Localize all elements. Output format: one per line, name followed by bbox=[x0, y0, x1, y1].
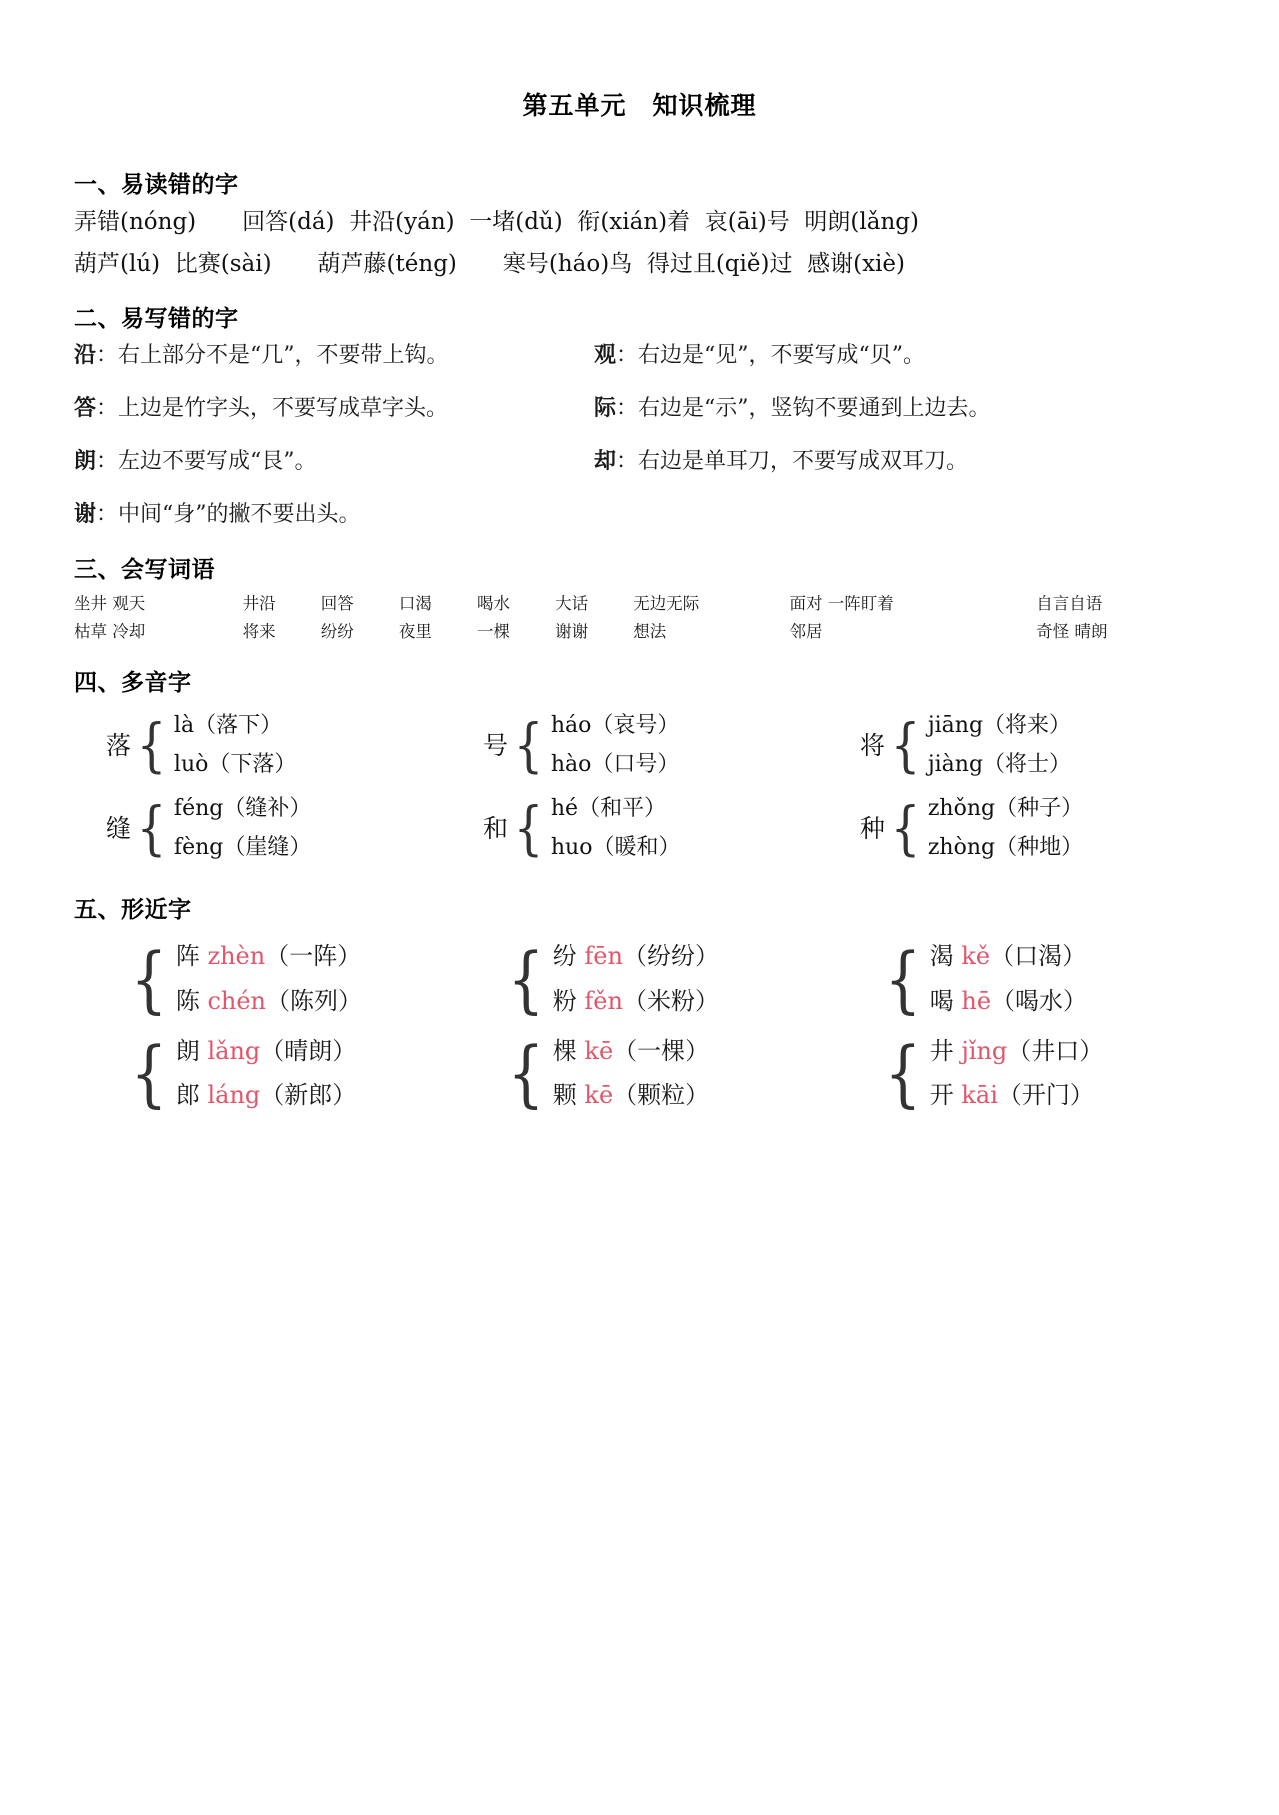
word-cell: 无边无际 bbox=[633, 594, 700, 614]
polyphonic-char: 种 bbox=[859, 814, 885, 844]
similar-char: 阵 bbox=[175, 942, 200, 971]
similar-word: （一棵） bbox=[613, 1036, 710, 1065]
note-item bbox=[74, 498, 594, 531]
polyphonic-readings bbox=[551, 790, 681, 867]
similar-char: 朗 bbox=[175, 1036, 200, 1065]
reading-line: zhǒng（种子） bbox=[927, 796, 1084, 822]
note-text: ：中间“身”的撇不要出头。 bbox=[96, 502, 361, 528]
similar-char: 郎 bbox=[175, 1081, 200, 1110]
similar-word: （颗粒） bbox=[613, 1081, 710, 1110]
similar-pinyin: kě bbox=[961, 942, 991, 971]
misread-line: 葫芦(lú) 比赛(sài) 葫芦藤(téng) 寒号(háo)鸟 得过且(qiě)过 感谢(xiè) bbox=[74, 250, 905, 277]
polyphonic-item bbox=[451, 790, 828, 867]
misread-line: 弄错(nóng) 回答(dá) 井沿(yán) 一堵(dǔ) 衔(xián)着 哀(āi)号 明朗(lǎng) bbox=[74, 209, 919, 235]
similar-row bbox=[553, 934, 719, 978]
table-row bbox=[74, 590, 1205, 618]
polyphonic-readings bbox=[551, 707, 680, 784]
similar-pinyin: láng bbox=[207, 1081, 261, 1110]
note-text: ：左边不要写成“艮”。 bbox=[96, 449, 317, 475]
similar-item bbox=[828, 1029, 1205, 1118]
similar-word: （口渴） bbox=[990, 942, 1087, 971]
section-words-to-write bbox=[74, 551, 1205, 646]
word-cell: 井沿 bbox=[242, 594, 276, 614]
word-cell: 回答 bbox=[320, 594, 354, 614]
table-row bbox=[74, 618, 1205, 646]
note-char: 际 bbox=[594, 396, 617, 422]
polyphonic-item bbox=[74, 790, 451, 867]
reading-line: jiàng（将士） bbox=[927, 751, 1072, 777]
similar-row bbox=[176, 1073, 356, 1117]
similar-word: （纷纷） bbox=[622, 942, 719, 971]
similar-word: （新郎） bbox=[260, 1081, 357, 1110]
similar-rows bbox=[930, 1029, 1104, 1118]
section-5-heading: 五、形近字 bbox=[74, 897, 192, 924]
section-3-heading: 三、会写词语 bbox=[74, 557, 215, 584]
polyphonic-readings bbox=[928, 707, 1071, 784]
similar-rows bbox=[553, 1029, 709, 1118]
similar-pinyin: hē bbox=[961, 986, 992, 1015]
similar-char: 陈 bbox=[175, 986, 200, 1015]
reading-line: hé（和平） bbox=[550, 796, 667, 822]
similar-pinyin: zhèn bbox=[207, 942, 266, 971]
note-text: ：右边是单耳刀，不要写成双耳刀。 bbox=[616, 449, 969, 475]
similar-item bbox=[74, 934, 451, 1023]
similar-pinyin: chén bbox=[207, 986, 267, 1015]
similar-row bbox=[553, 979, 719, 1023]
brace-icon: { bbox=[890, 710, 921, 779]
reading-line: huo（暖和） bbox=[550, 834, 681, 860]
similar-char: 开 bbox=[929, 1081, 954, 1110]
similar-char: 棵 bbox=[552, 1036, 577, 1065]
similar-pinyin: jǐng bbox=[961, 1036, 1008, 1065]
reading-line: hào（口号） bbox=[550, 751, 680, 777]
word-cell: 奇怪 晴朗 bbox=[1036, 622, 1108, 642]
similar-row bbox=[930, 979, 1087, 1023]
note-char: 朗 bbox=[74, 449, 97, 475]
word-cell: 夜里 bbox=[398, 622, 432, 642]
word-cell: 面对 一阵盯着 bbox=[789, 594, 894, 614]
similar-item bbox=[74, 1029, 451, 1118]
note-item bbox=[594, 392, 991, 425]
similar-word: （陈列） bbox=[266, 986, 363, 1015]
word-cell: 谢谢 bbox=[555, 622, 589, 642]
polyphonic-item bbox=[451, 707, 828, 784]
word-cell: 喝水 bbox=[477, 594, 510, 614]
polyphonic-char: 落 bbox=[106, 731, 132, 761]
reading-line: luò（下落） bbox=[173, 751, 297, 777]
polyphonic-readings bbox=[928, 790, 1083, 867]
note-row bbox=[74, 445, 1205, 478]
similar-row bbox=[930, 1029, 1104, 1073]
section-1-heading: 一、易读错的字 bbox=[74, 172, 239, 198]
word-cell: 口渴 bbox=[398, 594, 432, 614]
word-cell: 纷纷 bbox=[320, 622, 354, 642]
brace-icon: { bbox=[884, 936, 922, 1021]
word-cell: 坐井 观天 bbox=[74, 594, 146, 614]
similar-rows bbox=[176, 1029, 356, 1118]
similar-word: （喝水） bbox=[991, 986, 1088, 1015]
similar-row bbox=[930, 934, 1087, 978]
brace-icon: { bbox=[507, 936, 545, 1021]
polyphonic-item bbox=[828, 790, 1205, 867]
similar-char: 纷 bbox=[552, 942, 577, 971]
word-cell: 一棵 bbox=[477, 622, 510, 642]
similar-word: （晴朗） bbox=[260, 1036, 357, 1065]
brace-icon: { bbox=[507, 1031, 545, 1116]
reading-line: féng（缝补） bbox=[173, 796, 312, 822]
similar-word: （米粉） bbox=[622, 986, 719, 1015]
similar-row bbox=[553, 1029, 709, 1073]
polyphonic-char: 号 bbox=[482, 731, 508, 761]
note-char: 沿 bbox=[74, 343, 97, 369]
section-similar-characters bbox=[74, 891, 1205, 1124]
reading-line: zhòng（种地） bbox=[927, 834, 1084, 860]
word-cell: 枯草 冷却 bbox=[74, 622, 146, 642]
note-item bbox=[74, 339, 594, 372]
note-row bbox=[74, 392, 1205, 425]
polyphonic-readings bbox=[174, 707, 296, 784]
note-item bbox=[594, 445, 968, 478]
similar-item bbox=[828, 934, 1205, 1023]
reading-line: háo（哀号） bbox=[550, 713, 680, 739]
similar-pinyin: lǎng bbox=[207, 1036, 261, 1065]
word-cell: 想法 bbox=[633, 622, 667, 642]
brace-icon: { bbox=[513, 710, 544, 779]
polyphonic-item bbox=[74, 707, 451, 784]
section-easily-miswritten bbox=[74, 300, 1205, 531]
note-char: 却 bbox=[594, 449, 617, 475]
word-cell: 将来 bbox=[242, 622, 276, 642]
brace-icon: { bbox=[130, 936, 168, 1021]
note-char: 谢 bbox=[74, 502, 97, 528]
similar-pinyin: fěn bbox=[584, 986, 623, 1015]
similar-word: （一阵） bbox=[265, 942, 362, 971]
similar-item bbox=[451, 934, 828, 1023]
note-text: ：上边是竹字头，不要写成草字头。 bbox=[96, 396, 449, 422]
note-item bbox=[74, 445, 594, 478]
similar-char: 颗 bbox=[552, 1081, 577, 1110]
similar-word: （开门） bbox=[997, 1081, 1094, 1110]
brace-icon: { bbox=[513, 793, 544, 862]
note-char: 观 bbox=[594, 343, 617, 369]
brace-icon: { bbox=[136, 793, 167, 862]
similar-item bbox=[451, 1029, 828, 1118]
reading-line: fèng（崖缝） bbox=[173, 834, 312, 860]
reading-line: jiāng（将来） bbox=[927, 713, 1072, 739]
note-row bbox=[74, 339, 1205, 372]
similar-pinyin: kē bbox=[584, 1036, 614, 1065]
note-text: ：右边是“示”，竖钩不要通到上边去。 bbox=[616, 396, 991, 422]
polyphonic-item bbox=[828, 707, 1205, 784]
similar-row bbox=[930, 1073, 1104, 1117]
section-4-heading: 四、多音字 bbox=[74, 670, 192, 697]
note-item bbox=[594, 339, 925, 372]
note-row bbox=[74, 498, 1205, 531]
word-cell: 自言自语 bbox=[1036, 594, 1103, 614]
word-table bbox=[74, 590, 1205, 646]
section-polyphonic-characters bbox=[74, 664, 1205, 873]
reading-line: là（落下） bbox=[173, 713, 283, 739]
similar-rows bbox=[930, 934, 1087, 1023]
similar-row bbox=[176, 979, 362, 1023]
similar-rows bbox=[553, 934, 719, 1023]
polyphonic-grid bbox=[74, 707, 1205, 873]
brace-icon: { bbox=[130, 1031, 168, 1116]
similar-pinyin: kē bbox=[584, 1081, 614, 1110]
word-cell: 大话 bbox=[555, 594, 589, 614]
note-text: ：右边是“见”，不要写成“贝”。 bbox=[616, 343, 926, 369]
polyphonic-char: 和 bbox=[482, 814, 508, 844]
brace-icon: { bbox=[884, 1031, 922, 1116]
similar-row bbox=[553, 1073, 709, 1117]
similar-char: 喝 bbox=[929, 986, 954, 1015]
similar-char: 井 bbox=[929, 1036, 954, 1065]
section-easily-misread bbox=[74, 166, 1205, 282]
similar-pinyin: fēn bbox=[584, 942, 623, 971]
word-cell: 邻居 bbox=[789, 622, 823, 642]
page-title: 第五单元 知识梳理 bbox=[522, 91, 757, 120]
similar-word: （井口） bbox=[1007, 1036, 1104, 1065]
similar-pinyin: kāi bbox=[961, 1081, 998, 1110]
similar-char: 粉 bbox=[552, 986, 577, 1015]
similar-row bbox=[176, 934, 362, 978]
note-text: ：右上部分不是“几”，不要带上钩。 bbox=[96, 343, 449, 369]
polyphonic-char: 缝 bbox=[106, 814, 132, 844]
polyphonic-char: 将 bbox=[859, 731, 885, 761]
similar-rows bbox=[176, 934, 362, 1023]
brace-icon: { bbox=[890, 793, 921, 862]
note-char: 答 bbox=[74, 396, 97, 422]
section-2-heading: 二、易写错的字 bbox=[74, 306, 239, 333]
note-item bbox=[74, 392, 594, 425]
similar-char: 渴 bbox=[929, 942, 954, 971]
polyphonic-readings bbox=[174, 790, 311, 867]
similar-grid bbox=[74, 934, 1205, 1124]
brace-icon: { bbox=[136, 710, 167, 779]
similar-row bbox=[176, 1029, 356, 1073]
